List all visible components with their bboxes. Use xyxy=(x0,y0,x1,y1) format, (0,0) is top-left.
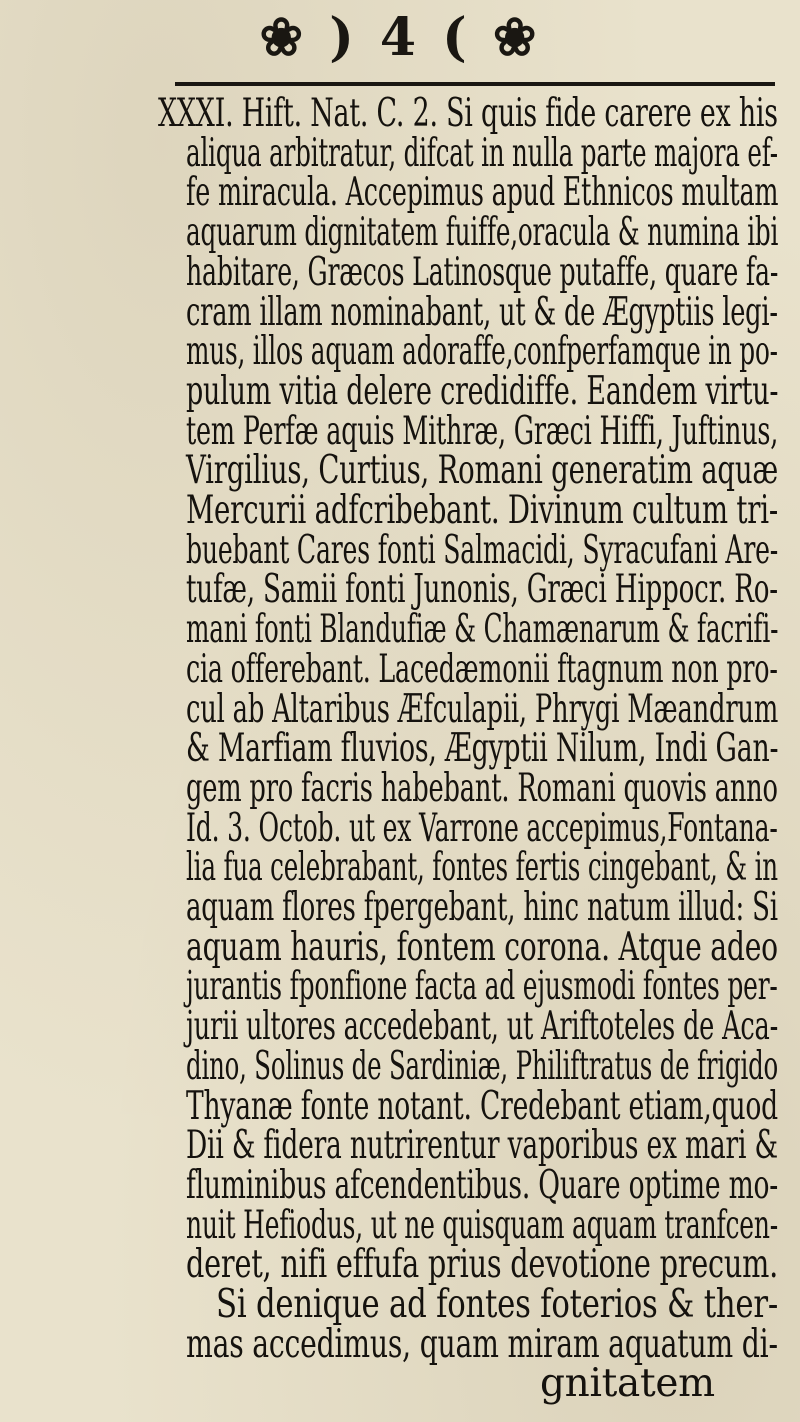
text-line: cul ab Altaribus Æfculapii, Phrygi Mæandrum xyxy=(186,686,779,732)
text-line: lia fua celebrabant, fontes fertis cingebant, & in xyxy=(186,845,778,891)
text-line: fluminibus afcendentibus. Quare optime mo- xyxy=(186,1162,779,1208)
text-line: Si denique ad fontes foterios & ther- xyxy=(216,1282,778,1327)
text-line: buebant Cares fonti Salmacidi, Syracufani Are- xyxy=(186,527,779,573)
text-line: jurantis fponfione facta ad ejusmodi fontes per- xyxy=(186,964,778,1010)
text-line: habitare, Græcos Latinosque putaffe, quare fa- xyxy=(186,249,779,295)
text-line: Dii & fidera nutrirentur vaporibus ex mari & xyxy=(186,1123,778,1169)
text-line: pulum vitia delere credidiffe. Eandem virtu- xyxy=(186,368,779,414)
text-line: aquam flores fpergebant, hinc natum illud: Si xyxy=(186,885,778,930)
text-line: tufæ, Samii fonti Junonis, Græci Hippocr. Ro- xyxy=(186,567,778,613)
text-line: tem Perfæ aquis Mithræ, Græci Hiffi, Juftinus, xyxy=(186,408,779,454)
text-line: Virgilius, Curtius, Romani generatim aquæ xyxy=(186,448,778,494)
text-line: Mercurii adfcribebant. Divinum cultum tri- xyxy=(186,488,778,533)
body-text xyxy=(150,86,790,1422)
text-line: aquarum dignitatem fuiffe,oracula & numina ibi xyxy=(186,210,779,256)
text-line: aliqua arbitratur, difcat in nulla parte majora ef- xyxy=(186,130,778,176)
text-line: fe miracula. Accepimus apud Ethnicos multam xyxy=(186,170,779,216)
text-line: Id. 3. Octob. ut ex Varrone accepimus,Fontana- xyxy=(186,805,778,851)
text-line: cia offerebant. Lacedæmonii ftagnum non pro- xyxy=(186,646,778,692)
text-line: aquam hauris, fontem corona. Atque adeo xyxy=(186,924,778,970)
text-line: & Marfiam fluvios, Ægyptii Nilum, Indi Gan- xyxy=(186,726,779,772)
text-line: mani fonti Blandufiæ & Chamænarum & facrifi- xyxy=(186,607,779,653)
text-line: jurii ultores accedebant, ut Ariftoteles de Aca- xyxy=(186,1004,779,1050)
text-line: gem pro facris habebant. Romani quovis anno xyxy=(186,765,778,811)
text-line: deret, nifi effufa prius devotione precum. xyxy=(186,1242,779,1288)
text-line: mus, illos aquam adoraffe,confperfamque in po- xyxy=(186,329,778,375)
text-line: XXXI. Hift. Nat. C. 2. Si quis fide carere ex his xyxy=(158,91,778,136)
text-line: cram illam nominabant, ut & de Ægyptiis legi- xyxy=(186,289,778,335)
text-line: Thyanæ fonte notant. Credebant etiam,quod xyxy=(186,1083,778,1129)
text-line: gnitatem xyxy=(540,1361,715,1407)
text-line: nuit Hefiodus, ut ne quisquam aquam tranfcen- xyxy=(186,1202,779,1248)
text-line: dino, Solinus de Sardiniæ, Philiftratus de frigido xyxy=(186,1043,779,1089)
page-number: ❀ ) 4 ( ❀ xyxy=(259,7,541,68)
text-line: mas accedimus, quam miram aquatum di- xyxy=(186,1321,778,1367)
